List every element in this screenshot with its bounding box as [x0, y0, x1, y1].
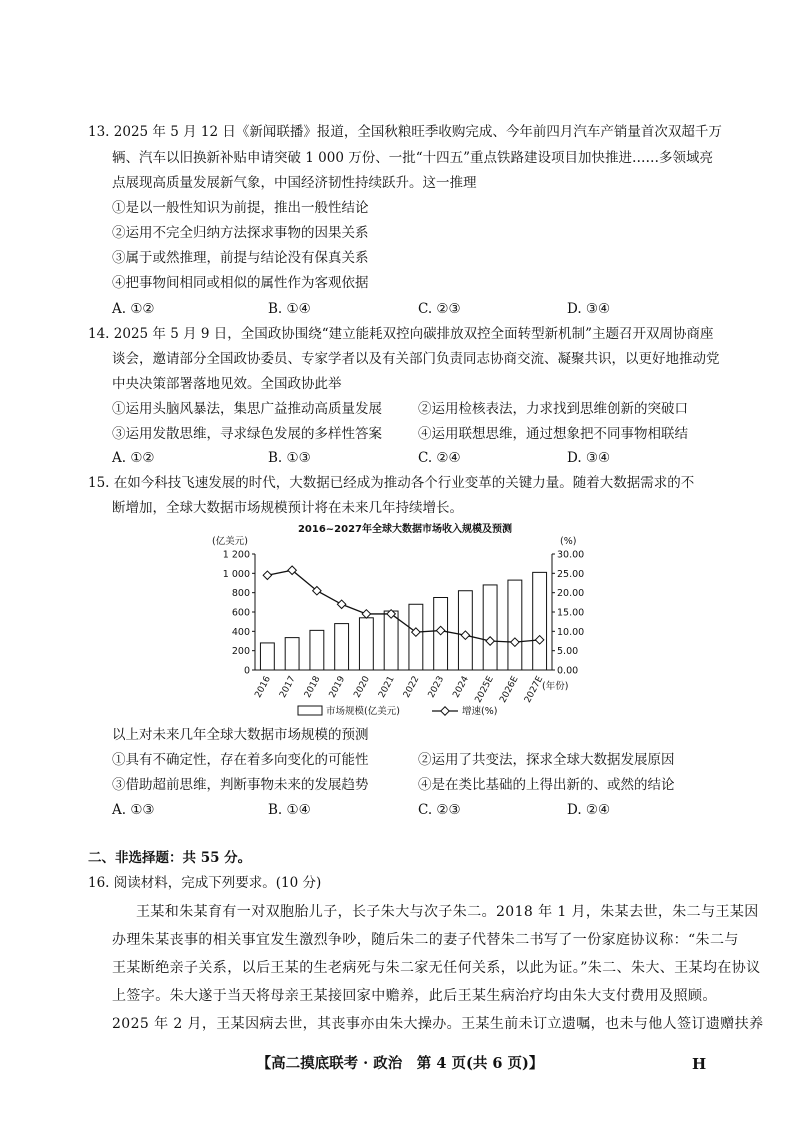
- q14-stem-line-1: 14. 2025 年 5 月 9 日，全国政协围绕“建立能耗双控向碳排放双控全面转型新机制”主题召开双周协商座: [88, 326, 714, 342]
- chart-right-axis-label: (%): [560, 536, 577, 547]
- bar-2016: [260, 643, 274, 670]
- right-tick-label: 10.00: [557, 626, 585, 638]
- right-tick-label: 20.00: [557, 588, 585, 600]
- growth-point-2016: [263, 571, 271, 579]
- bar-2018: [310, 630, 324, 670]
- x-label-2020: 2020: [352, 674, 373, 700]
- q16-stem: 16. 阅读材料，完成下列要求。(10 分): [88, 875, 322, 891]
- q13-item-1: ①是以一般性知识为前提，推出一般性结论: [112, 200, 369, 216]
- q13-choice-d: D. ③④: [567, 301, 611, 317]
- page-footer: 【高二摸底联考 · 政治 第 4 页(共 6 页)】: [256, 1055, 544, 1072]
- page-code: H: [692, 1055, 707, 1073]
- x-label-2022: 2022: [401, 674, 422, 700]
- growth-point-2019: [337, 600, 345, 608]
- chart-left-axis-label: (亿美元): [212, 536, 248, 547]
- q15-choice-c: C. ②③: [418, 802, 461, 818]
- q15-item-1: ①具有不确定性，存在着多向变化的可能性: [112, 752, 369, 768]
- q14-stem-line-3: 中央决策部署落地见效。全国政协此举: [112, 376, 342, 392]
- legend-bar-swatch: [298, 706, 322, 715]
- right-tick-label: 5.00: [557, 646, 579, 658]
- x-label-2017: 2017: [278, 674, 298, 700]
- x-label-2016: 2016: [253, 674, 274, 700]
- q14-stem-line-2: 谈会，邀请部分全国政协委员、专家学者以及有关部门负责同志协商交流、凝聚共识，以更好地推动党: [112, 351, 720, 367]
- growth-polyline: [267, 570, 539, 642]
- q14-choice-c: C. ②④: [418, 450, 461, 466]
- x-label-2024: 2024: [451, 674, 472, 700]
- chart-x-labels: [253, 674, 545, 704]
- x-label-2026E: 2026E: [498, 674, 521, 705]
- left-tick-label: 1 000: [222, 568, 250, 580]
- left-tick-label: 0: [243, 665, 250, 677]
- q15-item-2: ②运用了共变法，探求全球大数据发展原因: [418, 752, 675, 768]
- left-tick-label: 800: [231, 588, 250, 600]
- chart-title: 2016~2027年全球大数据市场收入规模及预测: [297, 524, 513, 535]
- legend-diamond-icon: [441, 707, 449, 715]
- q15-after-chart: 以上对未来几年全球大数据市场规模的预测: [112, 727, 369, 743]
- q15-stem-line-1: 15. 在如今科技飞速发展的时代，大数据已经成为推动各个行业变革的关键力量。随着大数据需求的不: [88, 475, 695, 491]
- q14-choice-b: B. ①③: [268, 450, 311, 466]
- q14-item-3: ③运用发散思维，寻求绿色发展的多样性答案: [112, 426, 382, 442]
- right-tick-label: 15.00: [557, 607, 585, 619]
- q13-item-2: ②运用不完全归纳方法探求事物的因果关系: [112, 225, 369, 241]
- q15-item-4: ④是在类比基础的上得出新的、或然的结论: [418, 777, 675, 793]
- left-tick-label: 600: [231, 607, 250, 619]
- x-label-2018: 2018: [302, 674, 323, 700]
- chart-x-unit: (年份): [542, 681, 569, 692]
- x-label-2027E: 2027E: [523, 674, 546, 705]
- q15-stem-line-2: 断增加，全球大数据市场规模预计将在未来几年持续增长。: [112, 500, 463, 516]
- q13-stem-line-3: 点展现高质量发展新气象，中国经济韧性持续跃升。这一推理: [112, 175, 477, 191]
- bar-2022: [409, 604, 423, 670]
- chart-legend: [298, 705, 497, 717]
- x-label-2023: 2023: [426, 674, 447, 700]
- q14-item-1: ①运用头脑风暴法，集思广益推动高质量发展: [112, 401, 382, 417]
- q14-choice-d: D. ③④: [567, 450, 611, 466]
- q13-choice-b: B. ①④: [268, 301, 311, 317]
- growth-point-2020: [362, 610, 370, 618]
- q14-item-4: ④运用联想思维，通过想象把不同事物相联结: [418, 426, 688, 442]
- q16-material-line-1: 王某和朱某育有一对双胞胎儿子，长子朱大与次子朱二。2018 年 1 月，朱某去世，朱二与王某因: [136, 904, 759, 920]
- chart-bars: [260, 572, 546, 670]
- left-tick-label: 1 200: [222, 549, 250, 561]
- q13-stem-line-1: 13. 2025 年 5 月 12 日《新闻联播》报道，全国秋粮旺季收购完成、今年前四月汽车产销量首次双超千万: [88, 124, 722, 140]
- x-label-2019: 2019: [327, 674, 348, 700]
- x-label-2021: 2021: [377, 674, 397, 700]
- q15-choice-a: A. ①③: [112, 802, 155, 818]
- bar-2025E: [483, 585, 497, 670]
- q13-choice-a: A. ①②: [112, 301, 155, 317]
- chart-left-ticks: [223, 550, 255, 677]
- q15-choice-b: B. ①④: [268, 802, 311, 818]
- right-tick-label: 25.00: [557, 568, 585, 580]
- chart-right-ticks: [552, 550, 584, 677]
- q15-choice-d: D. ②④: [567, 802, 611, 818]
- chart-growth-line: [263, 566, 544, 646]
- bar-2021: [384, 611, 398, 670]
- bar-2017: [285, 638, 299, 670]
- q13-item-3: ③属于或然推理，前提与结论没有保真关系: [112, 250, 369, 266]
- x-label-2025E: 2025E: [473, 674, 496, 705]
- left-tick-label: 200: [231, 646, 250, 658]
- q13-stem-line-2: 辆、汽车以旧换新补贴申请突破 1 000 万份、一批“十四五”重点铁路建设项目加快推进……多领域亮: [112, 150, 714, 166]
- bar-2027E: [533, 572, 547, 670]
- q14-item-2: ②运用检核表法，力求找到思维创新的突破口: [418, 401, 688, 417]
- bar-2026E: [508, 580, 522, 670]
- market-size-chart: [210, 518, 600, 720]
- legend-line-label: 增速(%): [462, 706, 498, 717]
- q16-material-line-3: 王某断绝亲子关系，以后王某的生老病死与朱二家无任何关系，以此为证。”朱二、朱大、王某均在协议: [112, 960, 761, 976]
- q16-material-line-5: 2025 年 2 月，王某因病去世，其丧事亦由朱大操办。王某生前未订立遗嘱，也未与他人签订遗赠扶养: [112, 1016, 764, 1032]
- q16-material-line-4: 上签字。朱大遂于当天将母亲王某接回家中赡养，此后王某生病治疗均由朱大支付费用及照顾。: [112, 988, 717, 1004]
- right-tick-label: 0.00: [557, 665, 579, 677]
- right-tick-label: 30.00: [557, 549, 585, 561]
- q15-item-3: ③借助超前思维，判断事物未来的发展趋势: [112, 777, 369, 793]
- bar-2020: [359, 618, 373, 670]
- left-tick-label: 400: [231, 626, 250, 638]
- q14-choice-a: A. ①②: [112, 450, 155, 466]
- bar-2019: [335, 624, 349, 670]
- part-two-title: 二、非选择题：共 55 分。: [88, 850, 252, 866]
- q13-choice-c: C. ②③: [418, 301, 461, 317]
- q16-material-line-2: 办理朱某丧事的相关事宜发生激烈争吵，随后朱二的妻子代替朱二书写了一份家庭协议称：“朱二与: [112, 932, 739, 948]
- q13-item-4: ④把事物间相同或相似的属性作为客观依据: [112, 275, 369, 291]
- legend-bar-label: 市场规模(亿美元): [326, 706, 400, 717]
